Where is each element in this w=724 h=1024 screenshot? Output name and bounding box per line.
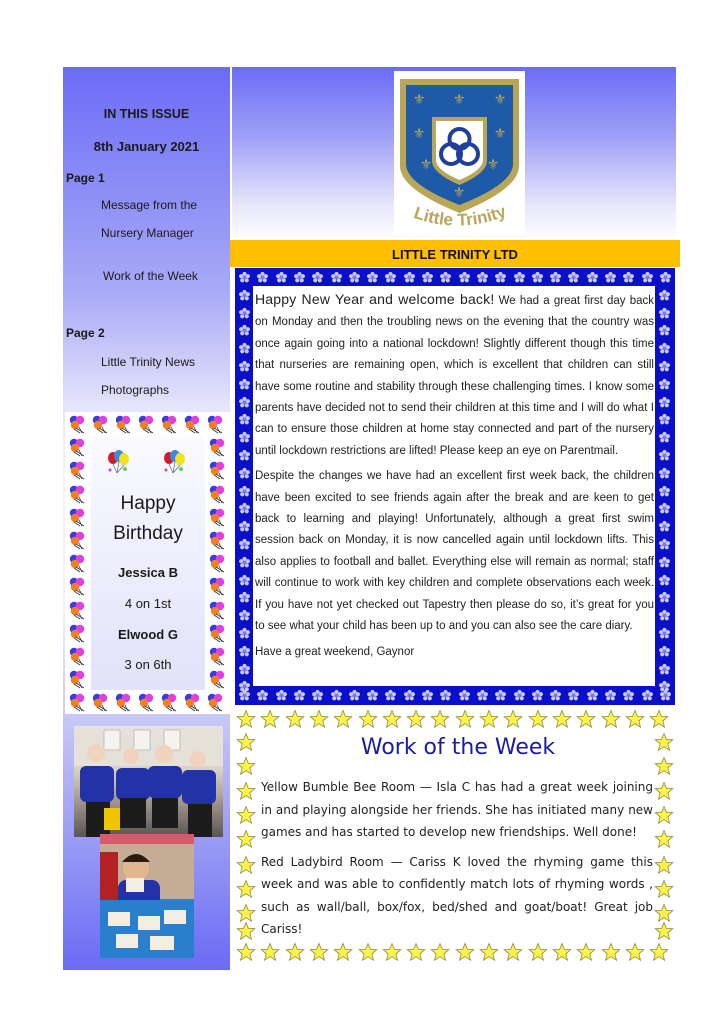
flower-icon — [238, 663, 251, 676]
flower-icon — [238, 520, 251, 533]
svg-text:⚜: ⚜ — [412, 126, 426, 142]
logo-wordmark: Little Trinity — [411, 201, 509, 230]
flower-icon — [238, 307, 251, 320]
flower-icon — [238, 627, 251, 640]
star-icon — [406, 942, 426, 962]
birthday-detail: 4 on 1st — [124, 596, 172, 611]
flower-icon — [586, 689, 599, 702]
balloon-icon — [183, 692, 203, 712]
message-paragraph: Despite the changes we have had an excellent first week back, the children have been excited to see friends again after the break and are keen to get back to learning and playing! Unfortunately, although a great first swim session back on Monday, it is now cancelled again until lockdown lifts. This also applies to football and ballet. Everything else will remain as normal; staff will continue to work with key children and complete observations each week. If you have not yet checked out Tapestry then please do so, it’s great for you to see what your child has been up to and you can also see the care diary. — [255, 470, 654, 633]
star-icon — [236, 805, 256, 825]
flower-icon — [439, 689, 452, 702]
star-icon — [479, 709, 499, 729]
flower-icon — [366, 689, 379, 702]
flower-icon — [238, 591, 251, 604]
flower-icon — [494, 689, 507, 702]
star-icon — [479, 942, 499, 962]
flower-icon — [256, 271, 269, 284]
flower-icon — [238, 342, 251, 355]
flower-icon — [476, 271, 489, 284]
message-lead: Happy New Year and welcome back! — [255, 291, 495, 307]
star-icon — [406, 709, 426, 729]
birthday-panel — [65, 412, 230, 714]
star-icon — [625, 942, 645, 962]
star-icon — [382, 942, 402, 962]
balloon-icon — [183, 414, 203, 434]
flower-icon — [384, 271, 397, 284]
flower-icon — [658, 538, 671, 551]
star-icon — [654, 829, 674, 849]
star-icon — [654, 805, 674, 825]
balloon-icon — [114, 692, 134, 712]
balloon-icon — [160, 692, 180, 712]
flower-icon — [513, 271, 526, 284]
balloon-icon — [68, 623, 88, 643]
balloon-icon — [208, 669, 228, 689]
flower-icon — [494, 271, 507, 284]
issue-date: 8th January 2021 — [93, 139, 200, 154]
flower-icon — [238, 502, 251, 515]
message-paragraph — [255, 289, 654, 462]
flower-icon — [421, 271, 434, 284]
balloon-icon — [68, 460, 88, 480]
flower-icon — [658, 431, 671, 444]
flower-icon — [658, 556, 671, 569]
svg-text:⚜: ⚜ — [412, 92, 426, 108]
work-of-week-title: Work of the Week — [360, 735, 556, 760]
flower-icon — [567, 271, 580, 284]
flower-icon — [658, 591, 671, 604]
birthday-heading-line2: Birthday — [113, 523, 183, 544]
flower-icon — [549, 689, 562, 702]
birthday-card — [91, 437, 205, 690]
flower-icon — [238, 538, 251, 551]
svg-text:⚜: ⚜ — [452, 92, 466, 108]
message-signoff: Have a great weekend, Gaynor — [255, 645, 415, 658]
star-icon — [333, 942, 353, 962]
flower-icon — [658, 378, 671, 391]
flower-icon — [275, 271, 288, 284]
message-body: We had a great first day back on Monday and then the troubling news on the evening that the country was once again going into a national lockdown! Slightly different though this time that nurseries are remaining open, which is excellent that children can still have some routine and stability through these challenging times. I know some parents have decided not to send their children at this time and I will do what I can to ensure those children at home stay connected and part of the nursery until lockdown restrictions are lifted! Please keep an eye on Parentmail. — [255, 295, 654, 457]
star-icon — [236, 879, 256, 899]
star-icon — [552, 942, 572, 962]
star-icon — [649, 942, 669, 962]
svg-text:⚜: ⚜ — [493, 126, 507, 142]
star-icon — [601, 709, 621, 729]
flower-icon — [330, 271, 343, 284]
star-icon — [236, 709, 256, 729]
flower-icon — [238, 324, 251, 337]
balloon-icon — [208, 646, 228, 666]
flower-icon — [238, 431, 251, 444]
flower-icon — [238, 574, 251, 587]
flower-icon — [366, 271, 379, 284]
star-icon — [236, 921, 256, 941]
flower-icon — [275, 689, 288, 702]
balloon-icon — [208, 437, 228, 457]
balloon-icon — [68, 576, 88, 596]
star-icon — [430, 942, 450, 962]
flower-icon — [476, 689, 489, 702]
flower-icon — [238, 271, 251, 284]
flower-icon — [658, 502, 671, 515]
flower-icon — [458, 271, 471, 284]
flower-icon — [348, 689, 361, 702]
flower-icon — [658, 520, 671, 533]
balloon-icon — [68, 646, 88, 666]
balloon-icon — [68, 507, 88, 527]
flower-icon — [311, 689, 324, 702]
star-icon — [576, 942, 596, 962]
birthday-name: Elwood G — [118, 627, 178, 642]
flower-icon — [238, 378, 251, 391]
birthday-heading-line1: Happy — [120, 493, 176, 514]
flower-icon — [403, 271, 416, 284]
balloon-icon — [68, 414, 88, 434]
star-icon — [309, 942, 329, 962]
flower-icon — [658, 289, 671, 302]
balloon-icon — [208, 530, 228, 550]
flower-icon — [658, 360, 671, 373]
balloon-icon — [68, 553, 88, 573]
flower-icon — [658, 645, 671, 658]
flower-icon — [439, 271, 452, 284]
balloon-icon — [206, 692, 226, 712]
flower-icon — [293, 689, 306, 702]
star-icon — [503, 942, 523, 962]
flower-icon — [293, 271, 306, 284]
birthday-detail: 3 on 6th — [124, 657, 172, 672]
toc-item-work-of-week[interactable]: Work of the Week — [103, 269, 198, 283]
star-icon — [236, 829, 256, 849]
work-entry: Yellow Bumble Bee Room — Isla C has had a great week joining in and playing alongside her friends. She has initiated many new games and has started to develop new friendships. Well done! — [261, 780, 653, 839]
star-icon — [654, 855, 674, 875]
flower-icon — [403, 689, 416, 702]
flower-icon — [238, 360, 251, 373]
toc-item-manager[interactable]: Nursery Manager — [101, 226, 194, 240]
svg-text:⚜: ⚜ — [419, 157, 433, 173]
work-of-week-entries — [261, 776, 653, 940]
balloon-icon — [68, 692, 88, 712]
balloon-icon — [208, 623, 228, 643]
flower-icon — [567, 689, 580, 702]
balloon-icon — [91, 414, 111, 434]
children-group-photo — [74, 726, 223, 837]
balloon-icon — [206, 414, 226, 434]
flower-icon — [658, 324, 671, 337]
star-icon — [358, 942, 378, 962]
star-icon — [455, 942, 475, 962]
star-icon — [260, 709, 280, 729]
balloon-icon — [208, 600, 228, 620]
flower-icon — [658, 449, 671, 462]
svg-text:⚜: ⚜ — [493, 92, 507, 108]
star-icon — [654, 879, 674, 899]
school-logo — [394, 71, 525, 234]
star-icon — [260, 942, 280, 962]
toc-item-news[interactable]: Little Trinity News — [101, 355, 196, 369]
flower-icon — [586, 271, 599, 284]
child-matching-game-photo — [100, 834, 194, 958]
flower-icon — [384, 689, 397, 702]
flower-icon — [622, 689, 635, 702]
star-icon — [576, 709, 596, 729]
flower-icon — [238, 413, 251, 426]
flower-icon — [238, 485, 251, 498]
flower-icon — [238, 609, 251, 622]
flower-icon — [658, 627, 671, 640]
flower-icon — [658, 467, 671, 480]
flower-icon — [641, 689, 654, 702]
flower-icon — [658, 680, 671, 693]
balloon-icon — [208, 576, 228, 596]
star-icon — [654, 781, 674, 801]
manager-message — [255, 289, 654, 685]
star-icon — [601, 942, 621, 962]
balloon-icon — [137, 692, 157, 712]
balloon-icon — [208, 484, 228, 504]
flower-icon — [549, 271, 562, 284]
star-icon — [309, 709, 329, 729]
balloon-icon — [208, 507, 228, 527]
star-icon — [236, 781, 256, 801]
star-icon — [236, 903, 256, 923]
flower-icon — [348, 271, 361, 284]
star-icon — [654, 903, 674, 923]
flower-icon — [311, 271, 324, 284]
party-balloons-icon — [161, 449, 187, 475]
flower-icon — [658, 396, 671, 409]
flower-icon — [604, 689, 617, 702]
star-icon — [430, 709, 450, 729]
flower-icon — [238, 467, 251, 480]
star-icon — [358, 709, 378, 729]
svg-text:⚜: ⚜ — [486, 157, 500, 173]
flower-icon — [658, 342, 671, 355]
star-icon — [333, 709, 353, 729]
flower-icon — [658, 609, 671, 622]
balloon-icon — [68, 600, 88, 620]
flower-icon — [658, 413, 671, 426]
star-icon — [236, 942, 256, 962]
flower-icon — [659, 271, 672, 284]
balloon-icon — [208, 460, 228, 480]
flower-icon — [531, 271, 544, 284]
star-icon — [649, 709, 669, 729]
star-icon — [503, 709, 523, 729]
balloon-icon — [91, 692, 111, 712]
toc-item-photographs[interactable]: Photographs — [101, 383, 170, 397]
flower-icon — [658, 663, 671, 676]
star-icon — [382, 709, 402, 729]
flower-icon — [421, 689, 434, 702]
balloon-icon — [114, 414, 134, 434]
flower-icon — [256, 689, 269, 702]
star-icon — [528, 942, 548, 962]
flower-icon — [238, 449, 251, 462]
flower-icon — [238, 396, 251, 409]
star-icon — [552, 709, 572, 729]
star-icon — [236, 855, 256, 875]
flower-icon — [513, 689, 526, 702]
balloon-icon — [68, 484, 88, 504]
svg-text:⚜: ⚜ — [452, 185, 466, 201]
star-icon — [654, 921, 674, 941]
flower-icon — [641, 271, 654, 284]
toc-item-message[interactable]: Message from the — [101, 198, 198, 212]
flower-icon — [238, 556, 251, 569]
page-2-label: Page 2 — [66, 326, 105, 340]
balloon-icon — [68, 669, 88, 689]
balloon-icon — [68, 530, 88, 550]
star-icon — [285, 709, 305, 729]
star-icon — [625, 709, 645, 729]
birthday-name: Jessica B — [118, 565, 178, 580]
flower-icon — [531, 689, 544, 702]
star-icon — [455, 709, 475, 729]
flower-icon — [622, 271, 635, 284]
balloon-icon — [208, 553, 228, 573]
company-banner: LITTLE TRINITY LTD — [230, 240, 680, 267]
flower-icon — [238, 289, 251, 302]
flower-icon — [604, 271, 617, 284]
balloon-icon — [160, 414, 180, 434]
flower-icon — [238, 645, 251, 658]
flower-icon — [458, 689, 471, 702]
balloon-icon — [137, 414, 157, 434]
flower-icon — [658, 485, 671, 498]
work-entry: Red Ladybird Room — Cariss K loved the rhyming game this week and was able to confidently match lots of rhyming words , such as wall/ball, box/fox, bed/shed and goat/boat! Great job Cariss! — [261, 854, 653, 936]
issue-heading: IN THIS ISSUE — [103, 107, 190, 121]
flower-icon — [658, 574, 671, 587]
flower-icon — [330, 689, 343, 702]
page-1-label: Page 1 — [66, 171, 105, 185]
star-icon — [285, 942, 305, 962]
balloon-icon — [68, 437, 88, 457]
star-icon — [528, 709, 548, 729]
flower-icon — [658, 307, 671, 320]
party-balloons-icon — [105, 449, 131, 475]
flower-icon — [238, 680, 251, 693]
